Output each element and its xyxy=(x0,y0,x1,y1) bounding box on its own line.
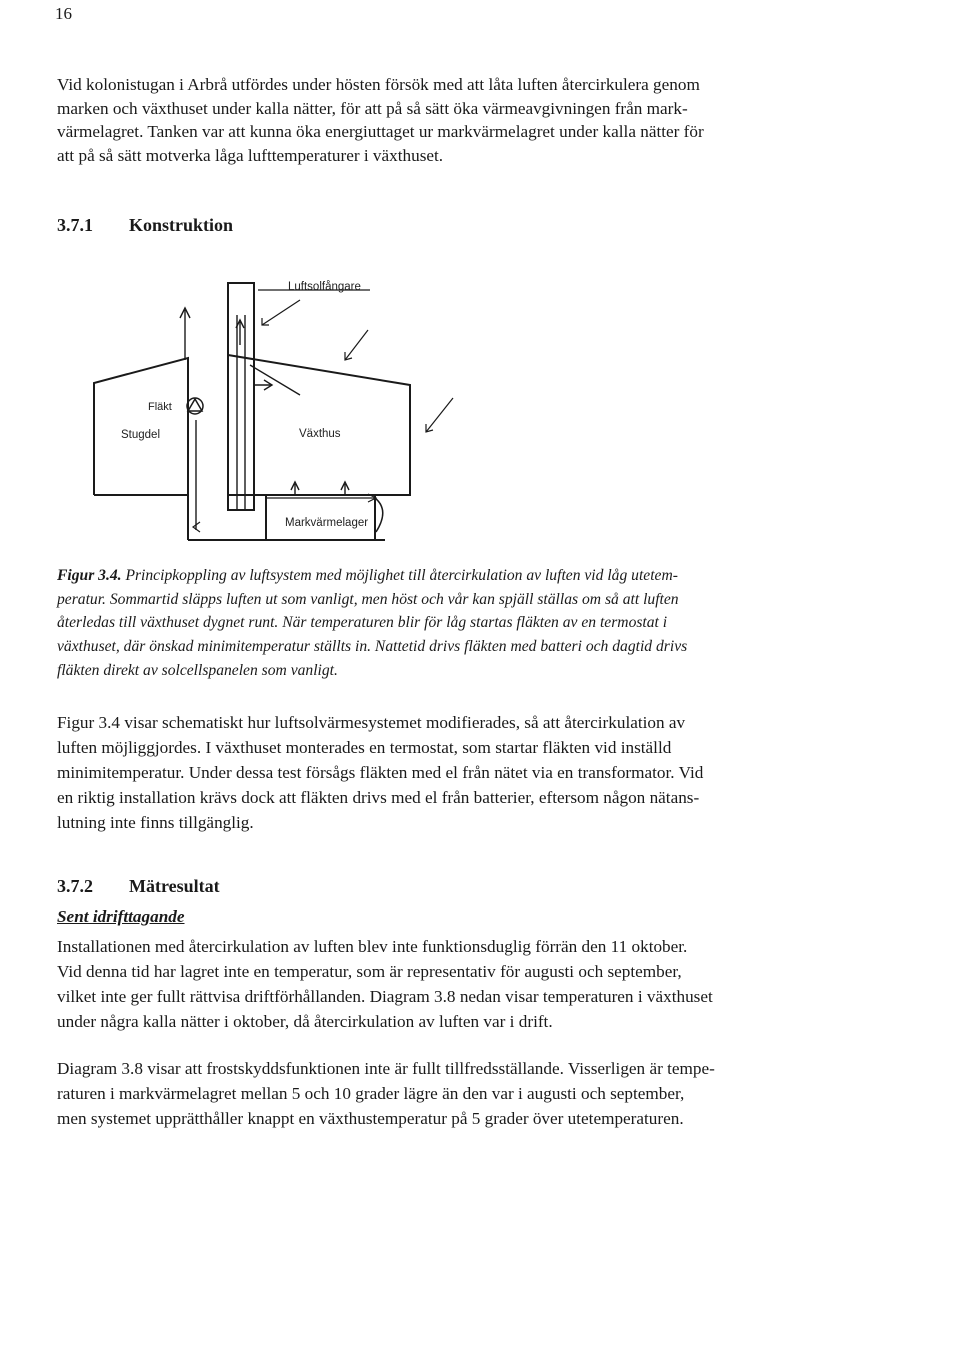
text-line: en riktig installation krävs dock att fläkten drivs med el från batterier, eftersom någon nätans- xyxy=(57,788,700,807)
section-heading-matresultat xyxy=(57,876,220,897)
label-vaxthus: Växthus xyxy=(299,428,341,440)
paragraph-sent-idrifttagande xyxy=(57,934,847,1034)
text-line: raturen i markvärmelagret mellan 5 och 10 grader lägre än den var i augusti och september, xyxy=(57,1084,685,1103)
section-number: 3.7.1 xyxy=(57,215,93,235)
text-line: men systemet upprätthåller knappt en växthustemperatur på 5 grader över utetemperaturen. xyxy=(57,1109,684,1128)
page-number: 16 xyxy=(55,4,72,23)
figure-caption xyxy=(57,564,857,683)
caption-line: Figur 3.4. Principkoppling av luftsystem med möjlighet till återcirkulation av luften vid låg utetem- xyxy=(57,567,678,584)
stugdel-outline xyxy=(94,358,188,495)
caption-line: peratur. Sommartid släpps luften ut som vanligt, men höst och vår kan spjäll ställas om så att luften xyxy=(57,590,679,608)
text-line: luften möjliggjordes. I växthuset monterades en termostat, som startar fläkten vid inställd xyxy=(57,738,672,757)
text-line: under några kalla nätter i oktober, då återcirkulation av luften var i drift. xyxy=(57,1012,553,1031)
subheading-sent-idrifttagande: Sent idrifttagande xyxy=(57,907,185,926)
text-line: minimitemperatur. Under dessa test försågs fläkten med el från nätet via en transformator. Vid xyxy=(57,763,704,782)
caption-line: återledas till växthuset dygnet runt. När temperaturen blir för låg startas fläkten av en termostat i xyxy=(57,614,668,632)
caption-line: växthuset, där önskad minimitemperatur ställts in. Nattetid drivs fläkten med batteri och dagtid drivs xyxy=(57,638,688,656)
section-number: 3.7.2 xyxy=(57,876,93,896)
paragraph-diagram-3-8 xyxy=(57,1056,847,1131)
vaxthus-roof-wall xyxy=(228,355,410,495)
fan-icon xyxy=(187,398,203,414)
storage-return-curve xyxy=(375,498,383,532)
text-line: att på så sätt motverka låga lufttemperaturer i växthuset. xyxy=(57,145,444,165)
label-markvarmelager: Markvärmelager xyxy=(285,517,369,529)
text-line: Vid denna tid har lagret inte en temperatur, som är representativ för augusti och september, xyxy=(57,962,682,981)
figure-label: Figur 3.4. xyxy=(57,567,122,584)
section-title: Mätresultat xyxy=(129,876,220,896)
paragraph-figure-description xyxy=(57,710,847,835)
label-flakt: Fläkt xyxy=(148,401,172,413)
text-line: marken och växthuset under kalla nätter, för att på så sätt öka värmeavgivningen från mark- xyxy=(57,98,688,118)
text-line: Vid kolonistugan i Arbrå utfördes under hösten försök med att låta luften återcirkulera genom xyxy=(57,75,700,94)
text-line: Figur 3.4 visar schematiskt hur luftsolvärmesystemet modifierades, så att återcirkulation av xyxy=(57,713,686,732)
text-line: Diagram 3.8 visar att frostskyddsfunktionen inte är fullt tillfredsställande. Visserligen är tempe- xyxy=(57,1059,715,1078)
caption-line: fläkten direkt av solcellspanelen som vanligt. xyxy=(57,661,338,679)
label-luftsolfangare: Luftsolfångare xyxy=(288,281,361,293)
principle-diagram xyxy=(0,0,960,560)
text-line: värmelagret. Tanken var att kunna öka energiuttaget ur markvärmelagret under kalla nätter för xyxy=(57,122,704,141)
text-line: lutning inte finns tillgänglig. xyxy=(57,813,254,832)
text-line: Installationen med återcirkulation av luften blev inte funktionsduglig förrän den 11 oktober. xyxy=(57,937,688,956)
section-title: Konstruktion xyxy=(129,215,234,235)
collector-column xyxy=(228,283,254,510)
label-stugdel: Stugdel xyxy=(121,429,161,441)
text-line: vilket inte ger fullt rättvisa driftförhållanden. Diagram 3.8 nedan visar temperaturen i växthuset xyxy=(57,987,713,1006)
